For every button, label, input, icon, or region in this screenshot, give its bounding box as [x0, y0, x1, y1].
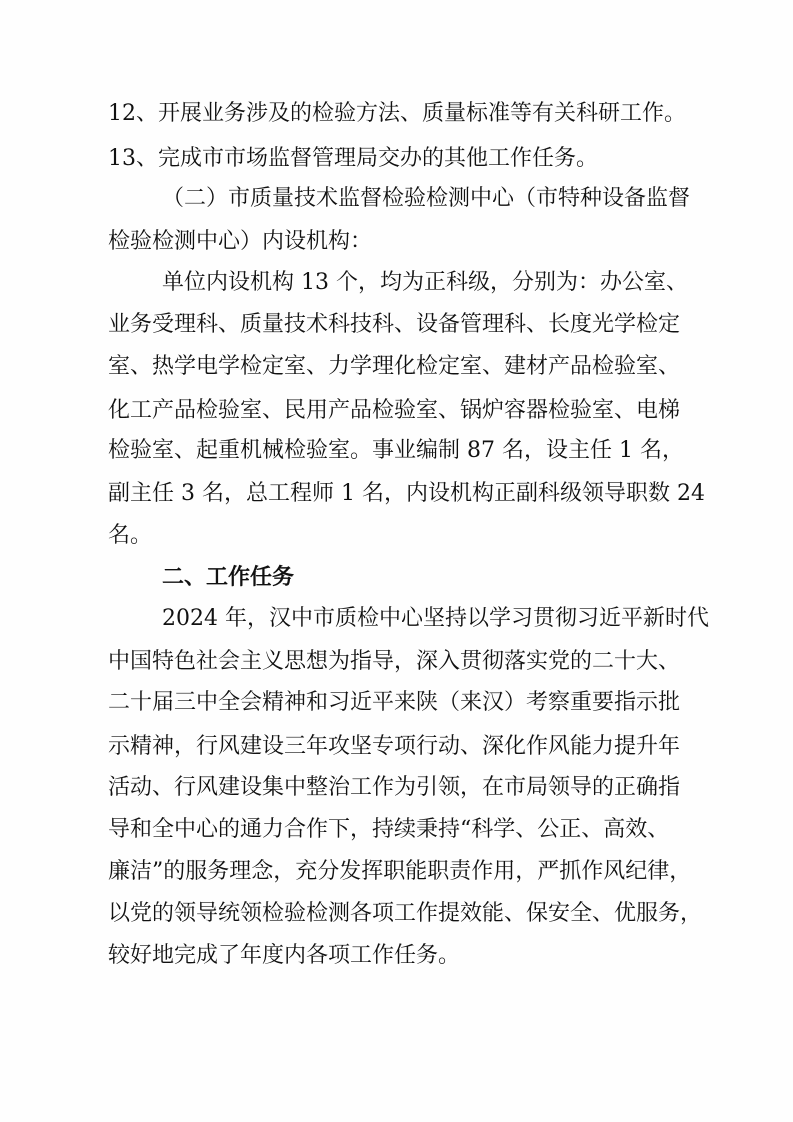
item-13: 13、完成市市场监督管理局交办的其他工作任务。 — [108, 146, 598, 171]
paragraph-line: 2024 年，汉中市质检中心坚持以学习贯彻习近平新时代 — [162, 606, 709, 631]
paragraph-line: 较好地完成了年度内各项工作任务。 — [108, 943, 461, 968]
paragraph-line: 业务受理科、质量技术科技科、设备管理科、长度光学检定 — [108, 312, 681, 337]
subsection-heading-line-1: （二）市质量技术监督检验检测中心（市特种设备监督 — [162, 186, 691, 211]
section-heading: 二、工作任务 — [162, 565, 295, 590]
paragraph-line: 二十届三中全会精神和习近平来陕（来汉）考察重要指示批 — [108, 690, 681, 715]
paragraph-line: 活动、行风建设集中整治工作为引领，在市局领导的正确指 — [108, 775, 681, 800]
paragraph-line: 廉洁”的服务理念，充分发挥职能职责作用，严抓作风纪律， — [108, 859, 692, 884]
paragraph-line: 化工产品检验室、民用产品检验室、锅炉容器检验室、电梯 — [108, 398, 681, 423]
subsection-heading-line-2: 检验检测中心）内设机构： — [108, 229, 373, 254]
paragraph-line: 检验室、起重机械检验室。事业编制 87 名，设主任 1 名， — [108, 438, 684, 463]
paragraph-line: 示精神，行风建设三年攻坚专项行动、深化作风能力提升年 — [108, 734, 681, 759]
paragraph-line: 室、热学电学检定室、力学理化检定室、建材产品检验室、 — [108, 354, 681, 379]
paragraph-line: 副主任 3 名，总工程师 1 名，内设机构正副科级领导职数 24 — [108, 481, 705, 506]
item-12: 12、开展业务涉及的检验方法、质量标准等有关科研工作。 — [108, 101, 686, 126]
paragraph-line: 导和全中心的通力合作下，持续秉持“科学、公正、高效、 — [108, 817, 670, 842]
paragraph-line: 中国特色社会主义思想为指导，深入贯彻落实党的二十大、 — [108, 649, 681, 674]
paragraph-line: 以党的领导统领检验检测各项工作提效能、保安全、优服务， — [108, 901, 703, 926]
paragraph-line: 名。 — [108, 523, 153, 548]
paragraph-line: 单位内设机构 13 个，均为正科级，分别为：办公室、 — [162, 270, 688, 295]
